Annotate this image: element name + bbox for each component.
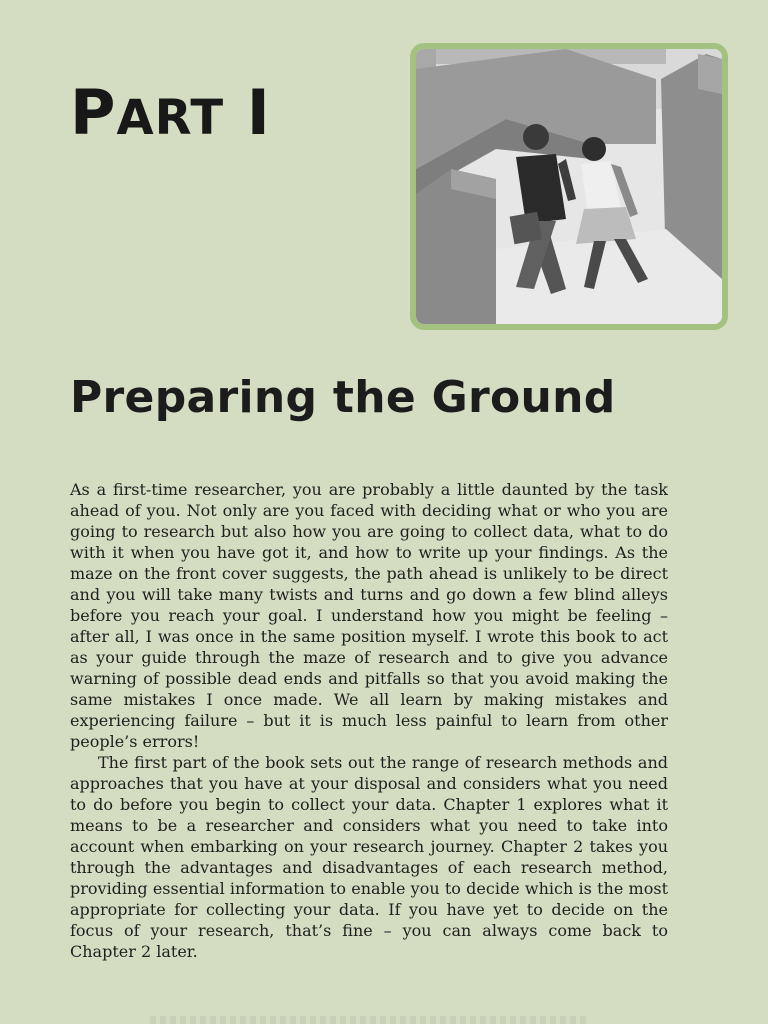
part-numeral: I: [246, 76, 271, 149]
paragraph-1: As a first-time researcher, you are probably a little daunted by the task ahead of you. Not only are you faced with deciding what or who you are going to research but also how you are going to collect data, what to do with it when you have got it, and how to write up your findings. As the maze on the front cover suggests, the path ahead is unlikely to be direct and you will take many twists and turns and go down a few blind alleys before you reach your goal. I understand how you might be feeling – after all, I was once in the same position myself. I wrote this book to act as your guide through the maze of research and to give you advance warning of possible dead ends and pitfalls so that you avoid making the same mistakes I once made. We all learn by making mistakes and experiencing failure – but it is much less painful to learn from other people’s errors!: [70, 480, 668, 751]
part-heading: [70, 76, 271, 149]
part-label-rest: ART: [116, 90, 225, 146]
footer-strip: [150, 1016, 590, 1024]
maze-illustration-svg: [416, 49, 722, 324]
body-text: [70, 479, 668, 962]
section-title: Preparing the Ground: [70, 372, 616, 423]
part-label-first: P: [70, 76, 117, 149]
maze-walkers-illustration: [410, 43, 728, 330]
paragraph-2: The first part of the book sets out the range of research methods and approaches that you have at your disposal and considers what you need to do before you begin to collect your data. Chapter 1 explores what it means to be a researcher and considers what you need to take into account when embarking on your research journey. Chapter 2 takes you through the advantages and disadvantages of each research method, providing essential information to enable you to decide which is the most appropriate for collecting your data. If you have yet to decide on the focus of your research, that’s fine – you can always come back to Chapter 2 later.: [70, 753, 668, 961]
